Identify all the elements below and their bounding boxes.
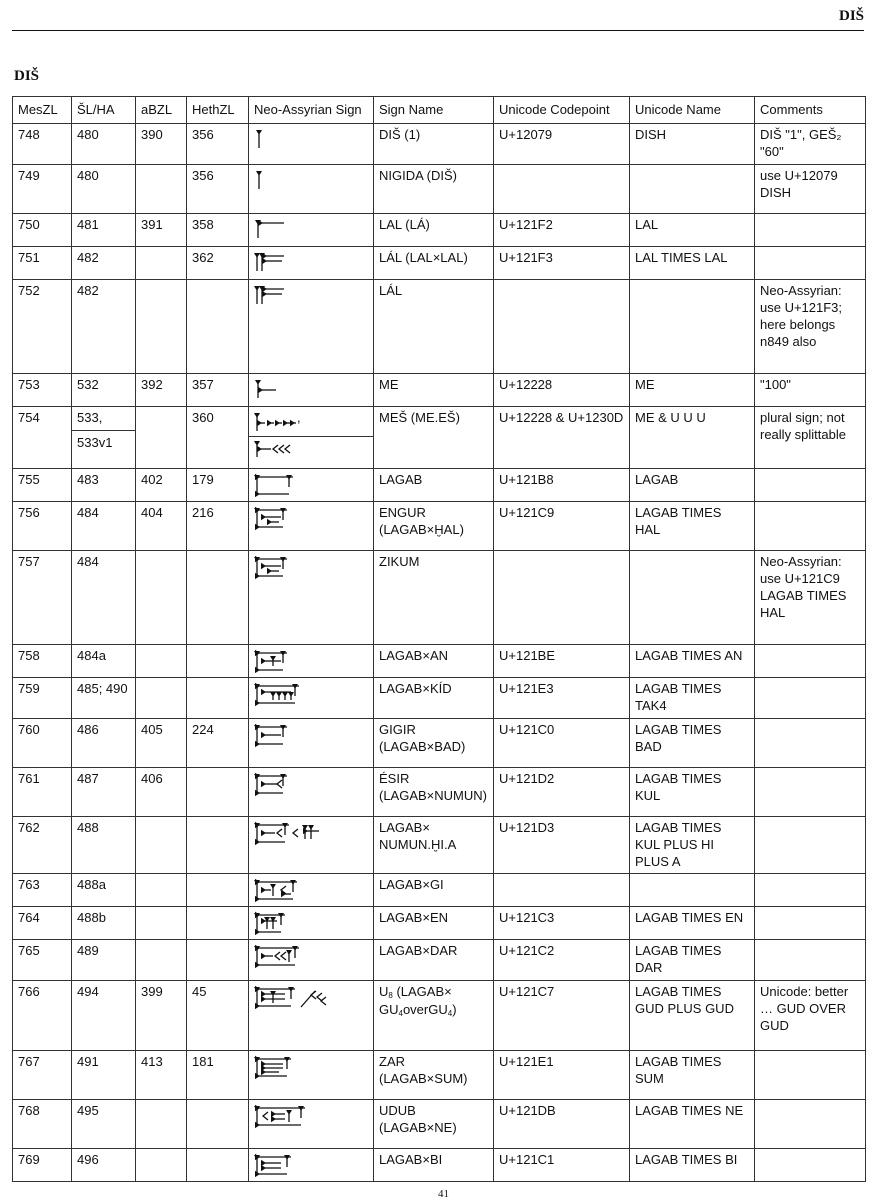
- cell-sign: [249, 502, 374, 551]
- cell-comments: [755, 767, 866, 816]
- cell-unicode-codepoint: [494, 874, 630, 907]
- cell-meszl: 751: [13, 247, 72, 280]
- lagab-times-numun-hi-a-icon: [253, 821, 323, 845]
- cell-hethzl: 357: [187, 374, 249, 407]
- cell-comments: [755, 247, 866, 280]
- cell-hethzl: [187, 1149, 249, 1182]
- table-row: [13, 374, 866, 407]
- cell-meszl: 749: [13, 165, 72, 214]
- mesh-variant-icon: [253, 439, 297, 463]
- sign-name-subscript: 4: [398, 1008, 403, 1018]
- cell-unicode-name: DISH: [630, 124, 755, 165]
- cell-sign: [249, 124, 374, 165]
- cell-hethzl: [187, 907, 249, 940]
- cell-meszl: 768: [13, 1100, 72, 1149]
- table-row: [13, 124, 866, 165]
- cell-unicode-name: LAGAB TIMES TAK4: [630, 678, 755, 719]
- column-header-unicode-name: Unicode Name: [630, 97, 755, 124]
- cell-unicode-codepoint: U+121BE: [494, 645, 630, 678]
- cell-slha: 480: [72, 124, 136, 165]
- cell-unicode-name: LAGAB TIMES AN: [630, 645, 755, 678]
- table-row: [13, 874, 866, 907]
- cell-meszl: 756: [13, 502, 72, 551]
- sign-table: [12, 96, 866, 1182]
- dish-icon: [253, 128, 267, 152]
- cell-unicode-name: LAGAB TIMES DAR: [630, 940, 755, 981]
- sign-name-subscript: 8: [388, 991, 393, 1001]
- cell-unicode-name: [630, 280, 755, 374]
- cell-meszl: 750: [13, 214, 72, 247]
- column-header-abzl: aBZL: [136, 97, 187, 124]
- cell-meszl: 757: [13, 551, 72, 645]
- cell-hethzl: [187, 1100, 249, 1149]
- cell-hethzl: [187, 940, 249, 981]
- cell-comments: [755, 816, 866, 874]
- cell-abzl: [136, 551, 187, 645]
- cell-comments: [755, 874, 866, 907]
- column-header-unicode-codepoint: Unicode Codepoint: [494, 97, 630, 124]
- table-row: [13, 214, 866, 247]
- cell-sign-name: DIŠ (1): [374, 124, 494, 165]
- cell-hethzl: 360: [187, 407, 249, 469]
- cell-sign: [249, 280, 374, 374]
- cell-meszl: 748: [13, 124, 72, 165]
- cell-slha-variant: 533v1: [77, 435, 113, 450]
- cell-sign: [249, 981, 374, 1051]
- cell-hethzl: [187, 280, 249, 374]
- lagab-times-bi-icon: [253, 1153, 293, 1177]
- dish-icon: [253, 169, 267, 193]
- cell-unicode-codepoint: U+121D2: [494, 767, 630, 816]
- cell-hethzl: [187, 816, 249, 874]
- cell-meszl: 758: [13, 645, 72, 678]
- table-row: [13, 502, 866, 551]
- cell-unicode-name: [630, 551, 755, 645]
- cell-unicode-codepoint: U+121D3: [494, 816, 630, 874]
- cell-unicode-name: [630, 874, 755, 907]
- cell-unicode-codepoint: U+121E1: [494, 1051, 630, 1100]
- lagab-times-numun-icon: [253, 772, 289, 796]
- cell-sign-name: ZAR (LAGAB×SUM): [374, 1051, 494, 1100]
- lagab-times-an-icon: [253, 649, 289, 673]
- cell-hethzl: 356: [187, 124, 249, 165]
- cell-unicode-name: ME: [630, 374, 755, 407]
- cell-slha-primary: 533,: [72, 407, 135, 431]
- cell-unicode-name: LAGAB TIMES KUL PLUS HI PLUS A: [630, 816, 755, 874]
- cell-abzl: [136, 816, 187, 874]
- cell-slha: 488a: [72, 874, 136, 907]
- cell-abzl: [136, 1149, 187, 1182]
- lagab-times-hal-icon: [253, 506, 289, 530]
- cell-unicode-codepoint: [494, 551, 630, 645]
- me-icon: [253, 378, 279, 402]
- cell-sign: [249, 551, 374, 645]
- sign-name-rest: overGU: [402, 1001, 448, 1017]
- cell-sign-name: LAGAB×KÍD: [374, 678, 494, 719]
- cell-meszl: 764: [13, 907, 72, 940]
- cell-abzl: 405: [136, 718, 187, 767]
- cell-sign: [249, 767, 374, 816]
- cell-meszl: 766: [13, 981, 72, 1051]
- lagab-times-gud-icon: [253, 985, 343, 1009]
- cell-sign-name: LAGAB×GI: [374, 874, 494, 907]
- cell-abzl: [136, 874, 187, 907]
- cell-abzl: [136, 678, 187, 719]
- header-rule: [12, 30, 864, 31]
- cell-sign: [249, 816, 374, 874]
- cell-unicode-codepoint: U+121C3: [494, 907, 630, 940]
- cell-slha: 488b: [72, 907, 136, 940]
- cell-slha: 480: [72, 165, 136, 214]
- cell-comments: [755, 1051, 866, 1100]
- cell-comments: [755, 1149, 866, 1182]
- cell-slha: 484: [72, 551, 136, 645]
- cell-sign-name: LAL (LÁ): [374, 214, 494, 247]
- cell-abzl: [136, 165, 187, 214]
- cell-slha: 484a: [72, 645, 136, 678]
- cell-sign-name: ZIKUM: [374, 551, 494, 645]
- cell-unicode-codepoint: U+121F3: [494, 247, 630, 280]
- cell-comments: [755, 907, 866, 940]
- cell-abzl: 406: [136, 767, 187, 816]
- cell-sign-name: NIGIDA (DIŠ): [374, 165, 494, 214]
- cell-slha: 495: [72, 1100, 136, 1149]
- cell-slha: 487: [72, 767, 136, 816]
- cell-meszl: 759: [13, 678, 72, 719]
- cell-sign-name: LAGAB×DAR: [374, 940, 494, 981]
- table-row: [13, 407, 866, 469]
- cell-sign: [249, 645, 374, 678]
- cell-unicode-codepoint: U+12079: [494, 124, 630, 165]
- cell-comments: [755, 502, 866, 551]
- glyph-separator: ,: [297, 410, 301, 425]
- cell-sign-name: ME: [374, 374, 494, 407]
- cell-unicode-codepoint: [494, 280, 630, 374]
- cell-hethzl: 181: [187, 1051, 249, 1100]
- cell-sign-name: MEŠ (ME.EŠ): [374, 407, 494, 469]
- cell-abzl: 399: [136, 981, 187, 1051]
- cell-unicode-codepoint: U+121C0: [494, 718, 630, 767]
- cell-slha: [72, 407, 136, 469]
- cell-meszl: 765: [13, 940, 72, 981]
- table-row: [13, 1051, 866, 1100]
- cell-comments: [755, 678, 866, 719]
- cell-unicode-name: ME & U U U: [630, 407, 755, 469]
- lagab-times-ne-icon: [253, 1104, 307, 1128]
- cell-slha: 532: [72, 374, 136, 407]
- table-row: [13, 469, 866, 502]
- running-head: DIŠ: [838, 8, 864, 24]
- cell-sign: [249, 678, 374, 719]
- cell-sign-name: LÁL (LAL×LAL): [374, 247, 494, 280]
- cell-abzl: [136, 1100, 187, 1149]
- cell-sign-name: GIGIR (LAGAB×BAD): [374, 718, 494, 767]
- lagab-times-sum-icon: [253, 1055, 293, 1079]
- cell-meszl: 755: [13, 469, 72, 502]
- cell-unicode-name: LAGAB TIMES KUL: [630, 767, 755, 816]
- cell-sign: [249, 247, 374, 280]
- cell-meszl: 754: [13, 407, 72, 469]
- cell-unicode-name: LAL TIMES LAL: [630, 247, 755, 280]
- cell-hethzl: 362: [187, 247, 249, 280]
- cell-abzl: 390: [136, 124, 187, 165]
- lagab-times-gi-icon: [253, 878, 299, 902]
- lagab-times-hal-icon: [253, 555, 289, 579]
- cell-unicode-codepoint: [494, 165, 630, 214]
- column-header-neo-assyrian-sign: Neo-Assyrian Sign: [249, 97, 374, 124]
- cell-unicode-name: LAGAB TIMES BAD: [630, 718, 755, 767]
- cell-abzl: [136, 280, 187, 374]
- cell-sign-name: UDUB (LAGAB×NE): [374, 1100, 494, 1149]
- cell-hethzl: 358: [187, 214, 249, 247]
- cell-hethzl: [187, 874, 249, 907]
- cell-abzl: [136, 247, 187, 280]
- cell-abzl: 391: [136, 214, 187, 247]
- cell-unicode-name: LAGAB: [630, 469, 755, 502]
- cell-slha: 491: [72, 1051, 136, 1100]
- cell-sign-name: LAGAB× NUMUN.ḪI.A: [374, 816, 494, 874]
- cell-comments: DIŠ "1", GEŠ₂ "60": [755, 124, 866, 165]
- cell-slha: 488: [72, 816, 136, 874]
- mesh-icon: [253, 411, 297, 435]
- cell-comments: [755, 1100, 866, 1149]
- cell-abzl: 413: [136, 1051, 187, 1100]
- cell-sign: [249, 907, 374, 940]
- cell-sign: [249, 407, 374, 469]
- table-row: [13, 678, 866, 719]
- cell-slha: 486: [72, 718, 136, 767]
- cell-sign: [249, 469, 374, 502]
- cell-unicode-codepoint: U+121B8: [494, 469, 630, 502]
- column-header-sign-name: Sign Name: [374, 97, 494, 124]
- cell-sign: [249, 940, 374, 981]
- cell-unicode-name: LAGAB TIMES GUD PLUS GUD: [630, 981, 755, 1051]
- cell-meszl: 763: [13, 874, 72, 907]
- cell-hethzl: [187, 767, 249, 816]
- sign-name-rest: (LAGAB× GU: [379, 984, 452, 1017]
- cell-slha: 482: [72, 280, 136, 374]
- cell-unicode-name: LAGAB TIMES SUM: [630, 1051, 755, 1100]
- column-header-meszl: MesZL: [13, 97, 72, 124]
- cell-unicode-codepoint: U+121C1: [494, 1149, 630, 1182]
- table-row: [13, 645, 866, 678]
- cell-unicode-name: LAL: [630, 214, 755, 247]
- lagab-times-bad-icon: [253, 723, 289, 747]
- sign-name-end: ): [452, 1001, 457, 1017]
- cell-sign-name: LAGAB: [374, 469, 494, 502]
- cell-abzl: 402: [136, 469, 187, 502]
- cell-hethzl: 224: [187, 718, 249, 767]
- sign-name-subscript: 4: [447, 1008, 453, 1018]
- cell-unicode-name: LAGAB TIMES BI: [630, 1149, 755, 1182]
- cell-hethzl: 45: [187, 981, 249, 1051]
- cell-sign: [249, 1149, 374, 1182]
- cell-slha: 485; 490: [72, 678, 136, 719]
- cell-abzl: [136, 407, 187, 469]
- cell-unicode-name: LAGAB TIMES HAL: [630, 502, 755, 551]
- lal-times-lal-icon: [253, 284, 287, 308]
- column-header-comments: Comments: [755, 97, 866, 124]
- table-row: [13, 940, 866, 981]
- cell-unicode-codepoint: U+121C7: [494, 981, 630, 1051]
- cell-comments: [755, 645, 866, 678]
- cell-comments: Unicode: better … GUD OVER GUD: [755, 981, 866, 1051]
- cell-hethzl: 356: [187, 165, 249, 214]
- table-body: [13, 124, 866, 1182]
- table-row: [13, 907, 866, 940]
- lal-icon: [253, 218, 287, 242]
- table-row: [13, 280, 866, 374]
- table-header-row: [13, 97, 866, 124]
- cell-abzl: 404: [136, 502, 187, 551]
- cell-sign-name: ENGUR (LAGAB×ḪAL): [374, 502, 494, 551]
- table-row: [13, 981, 866, 1051]
- cell-slha: 489: [72, 940, 136, 981]
- section-title: DIŠ: [14, 68, 40, 84]
- cell-sign: [249, 374, 374, 407]
- table-row: [13, 767, 866, 816]
- cell-slha: 482: [72, 247, 136, 280]
- cell-comments: [755, 214, 866, 247]
- cell-sign-name: [374, 981, 494, 1051]
- cell-hethzl: 216: [187, 502, 249, 551]
- cell-sign-name: LAGAB×AN: [374, 645, 494, 678]
- column-header-slha: ŠL/HA: [72, 97, 136, 124]
- sign-name-base: U: [379, 984, 389, 1000]
- cell-abzl: [136, 907, 187, 940]
- cell-unicode-codepoint: U+12228: [494, 374, 630, 407]
- cell-unicode-codepoint: U+121F2: [494, 214, 630, 247]
- cell-sign: [249, 165, 374, 214]
- cell-abzl: 392: [136, 374, 187, 407]
- cell-hethzl: [187, 551, 249, 645]
- cell-comments: [755, 940, 866, 981]
- cell-comments: Neo-Assyrian: use U+121C9 LAGAB TIMES HAL: [755, 551, 866, 645]
- cell-unicode-codepoint: U+12228 & U+1230D: [494, 407, 630, 469]
- cell-unicode-name: [630, 165, 755, 214]
- cell-comments: [755, 469, 866, 502]
- table-row: [13, 1149, 866, 1182]
- cell-unicode-name: LAGAB TIMES NE: [630, 1100, 755, 1149]
- cell-meszl: 752: [13, 280, 72, 374]
- cell-meszl: 769: [13, 1149, 72, 1182]
- table-row: [13, 1100, 866, 1149]
- cell-hethzl: [187, 678, 249, 719]
- cell-abzl: [136, 940, 187, 981]
- cell-sign: [249, 1100, 374, 1149]
- table-row: [13, 551, 866, 645]
- cell-abzl: [136, 645, 187, 678]
- cell-slha: 494: [72, 981, 136, 1051]
- lal-times-lal-icon: [253, 251, 287, 275]
- cell-hethzl: 179: [187, 469, 249, 502]
- cell-unicode-codepoint: U+121DB: [494, 1100, 630, 1149]
- cell-sign: [249, 214, 374, 247]
- cell-sign-name: ÉSIR (LAGAB×NUMUN): [374, 767, 494, 816]
- cell-meszl: 767: [13, 1051, 72, 1100]
- table-row: [13, 247, 866, 280]
- cell-unicode-name: LAGAB TIMES EN: [630, 907, 755, 940]
- lagab-icon: [253, 473, 293, 497]
- cell-comments: [755, 718, 866, 767]
- lagab-times-kid-icon: [253, 682, 301, 706]
- cell-sign: [249, 1051, 374, 1100]
- cell-slha: 481: [72, 214, 136, 247]
- column-header-hethzl: HethZL: [187, 97, 249, 124]
- cell-unicode-codepoint: U+121C2: [494, 940, 630, 981]
- page-number: 41: [438, 1188, 449, 1200]
- cell-slha: 483: [72, 469, 136, 502]
- lagab-times-dar-icon: [253, 944, 301, 968]
- table-row: [13, 816, 866, 874]
- table-row: [13, 165, 866, 214]
- cell-comments: plural sign; not really splittable: [755, 407, 866, 469]
- cell-sign: [249, 874, 374, 907]
- cell-hethzl: [187, 645, 249, 678]
- cell-slha: 496: [72, 1149, 136, 1182]
- cell-sign-name: LÁL: [374, 280, 494, 374]
- cell-unicode-codepoint: U+121E3: [494, 678, 630, 719]
- cell-comments: Neo-Assyrian: use U+121F3; here belongs n849 also: [755, 280, 866, 374]
- table-row: [13, 718, 866, 767]
- cell-unicode-codepoint: U+121C9: [494, 502, 630, 551]
- cell-meszl: 762: [13, 816, 72, 874]
- cell-comments: "100": [755, 374, 866, 407]
- cell-meszl: 761: [13, 767, 72, 816]
- lagab-times-en-icon: [253, 911, 287, 935]
- cell-slha: 484: [72, 502, 136, 551]
- cell-comments: use U+12079 DISH: [755, 165, 866, 214]
- cell-sign: [249, 718, 374, 767]
- cell-meszl: 753: [13, 374, 72, 407]
- cell-meszl: 760: [13, 718, 72, 767]
- cell-sign-name: LAGAB×BI: [374, 1149, 494, 1182]
- cell-sign-name: LAGAB×EN: [374, 907, 494, 940]
